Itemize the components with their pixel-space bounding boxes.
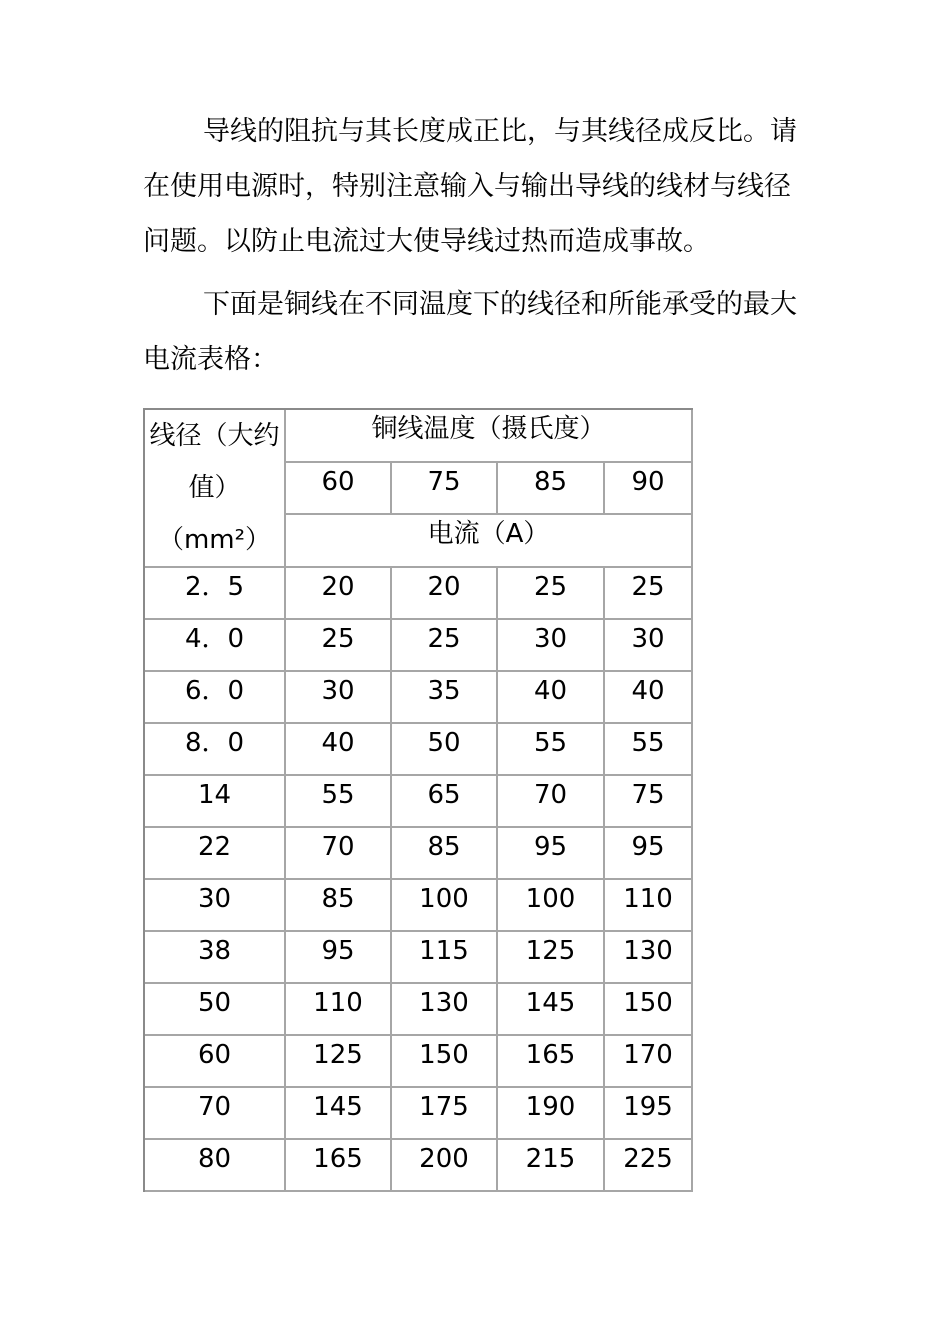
temperature-60: 60	[286, 463, 392, 516]
table-row	[145, 776, 693, 828]
current-cell: 25	[392, 620, 498, 672]
diameter-cell: 4．0	[145, 620, 286, 672]
diameter-header-line-3: （mm²）	[157, 525, 272, 555]
current-cell: 40	[605, 672, 693, 724]
diameter-cell: 22	[145, 828, 286, 880]
table-row	[145, 1140, 693, 1192]
current-cell: 190	[498, 1088, 605, 1140]
current-cell: 145	[286, 1088, 392, 1140]
table-row	[145, 828, 693, 880]
table-row	[145, 724, 693, 776]
current-cell: 100	[392, 880, 498, 932]
diameter-cell: 60	[145, 1036, 286, 1088]
current-cell: 215	[498, 1140, 605, 1192]
table-row	[145, 1036, 693, 1088]
diameter-cell: 80	[145, 1140, 286, 1192]
current-cell: 30	[605, 620, 693, 672]
diameter-cell: 6．0	[145, 672, 286, 724]
current-cell: 130	[392, 984, 498, 1036]
current-cell: 200	[392, 1140, 498, 1192]
diameter-cell: 14	[145, 776, 286, 828]
current-cell: 65	[392, 776, 498, 828]
diameter-cell: 38	[145, 932, 286, 984]
current-cell: 125	[286, 1036, 392, 1088]
current-cell: 150	[392, 1036, 498, 1088]
current-cell: 165	[498, 1036, 605, 1088]
table-row	[145, 672, 693, 724]
current-cell: 20	[286, 568, 392, 620]
table-row	[145, 568, 693, 620]
current-cell: 110	[286, 984, 392, 1036]
current-cell: 195	[605, 1088, 693, 1140]
table-row	[145, 880, 693, 932]
diameter-header-cell	[145, 410, 286, 568]
copper-wire-current-table	[143, 408, 693, 1192]
current-cell: 170	[605, 1036, 693, 1088]
current-cell: 25	[286, 620, 392, 672]
current-cell: 40	[286, 724, 392, 776]
current-cell: 70	[498, 776, 605, 828]
current-cell: 50	[392, 724, 498, 776]
current-cell: 150	[605, 984, 693, 1036]
current-cell: 30	[498, 620, 605, 672]
current-cell: 75	[605, 776, 693, 828]
current-cell: 95	[498, 828, 605, 880]
current-cell: 95	[605, 828, 693, 880]
temperature-header: 铜线温度（摄氏度）	[286, 410, 693, 463]
diameter-cell: 30	[145, 880, 286, 932]
current-cell: 165	[286, 1140, 392, 1192]
current-cell: 115	[392, 932, 498, 984]
current-cell: 125	[498, 932, 605, 984]
current-cell: 35	[392, 672, 498, 724]
current-cell: 110	[605, 880, 693, 932]
diameter-cell: 70	[145, 1088, 286, 1140]
current-cell: 85	[286, 880, 392, 932]
diameter-cell: 2．5	[145, 568, 286, 620]
current-cell: 100	[498, 880, 605, 932]
current-cell: 55	[286, 776, 392, 828]
table-intro-paragraph: 下面是铜线在不同温度下的线径和所能承受的最大电流表格：	[143, 289, 797, 375]
table-row	[145, 932, 693, 984]
diameter-header-line-2: 值）	[188, 473, 241, 503]
current-cell: 175	[392, 1088, 498, 1140]
current-header: 电流（A）	[286, 515, 693, 568]
diameter-cell: 50	[145, 984, 286, 1036]
temperature-75: 75	[392, 463, 498, 516]
table-row	[145, 984, 693, 1036]
diameter-cell: 8．0	[145, 724, 286, 776]
table-row	[145, 1088, 693, 1140]
diameter-header-line-1: 线径（大约	[149, 421, 280, 451]
current-cell: 85	[392, 828, 498, 880]
current-cell: 20	[392, 568, 498, 620]
temperature-85: 85	[498, 463, 605, 516]
current-cell: 30	[286, 672, 392, 724]
current-cell: 25	[605, 568, 693, 620]
current-cell: 70	[286, 828, 392, 880]
current-cell: 95	[286, 932, 392, 984]
current-cell: 145	[498, 984, 605, 1036]
current-cell: 55	[498, 724, 605, 776]
current-cell: 25	[498, 568, 605, 620]
temperature-90: 90	[605, 463, 693, 516]
current-cell: 225	[605, 1140, 693, 1192]
current-cell: 55	[605, 724, 693, 776]
table-row	[145, 620, 693, 672]
intro-paragraph: 导线的阻抗与其长度成正比，与其线径成反比。请在使用电源时，特别注意输入与输出导线的线材与线径问题。以防止电流过大使导线过热而造成事故。	[143, 116, 797, 257]
current-cell: 130	[605, 932, 693, 984]
current-cell: 40	[498, 672, 605, 724]
